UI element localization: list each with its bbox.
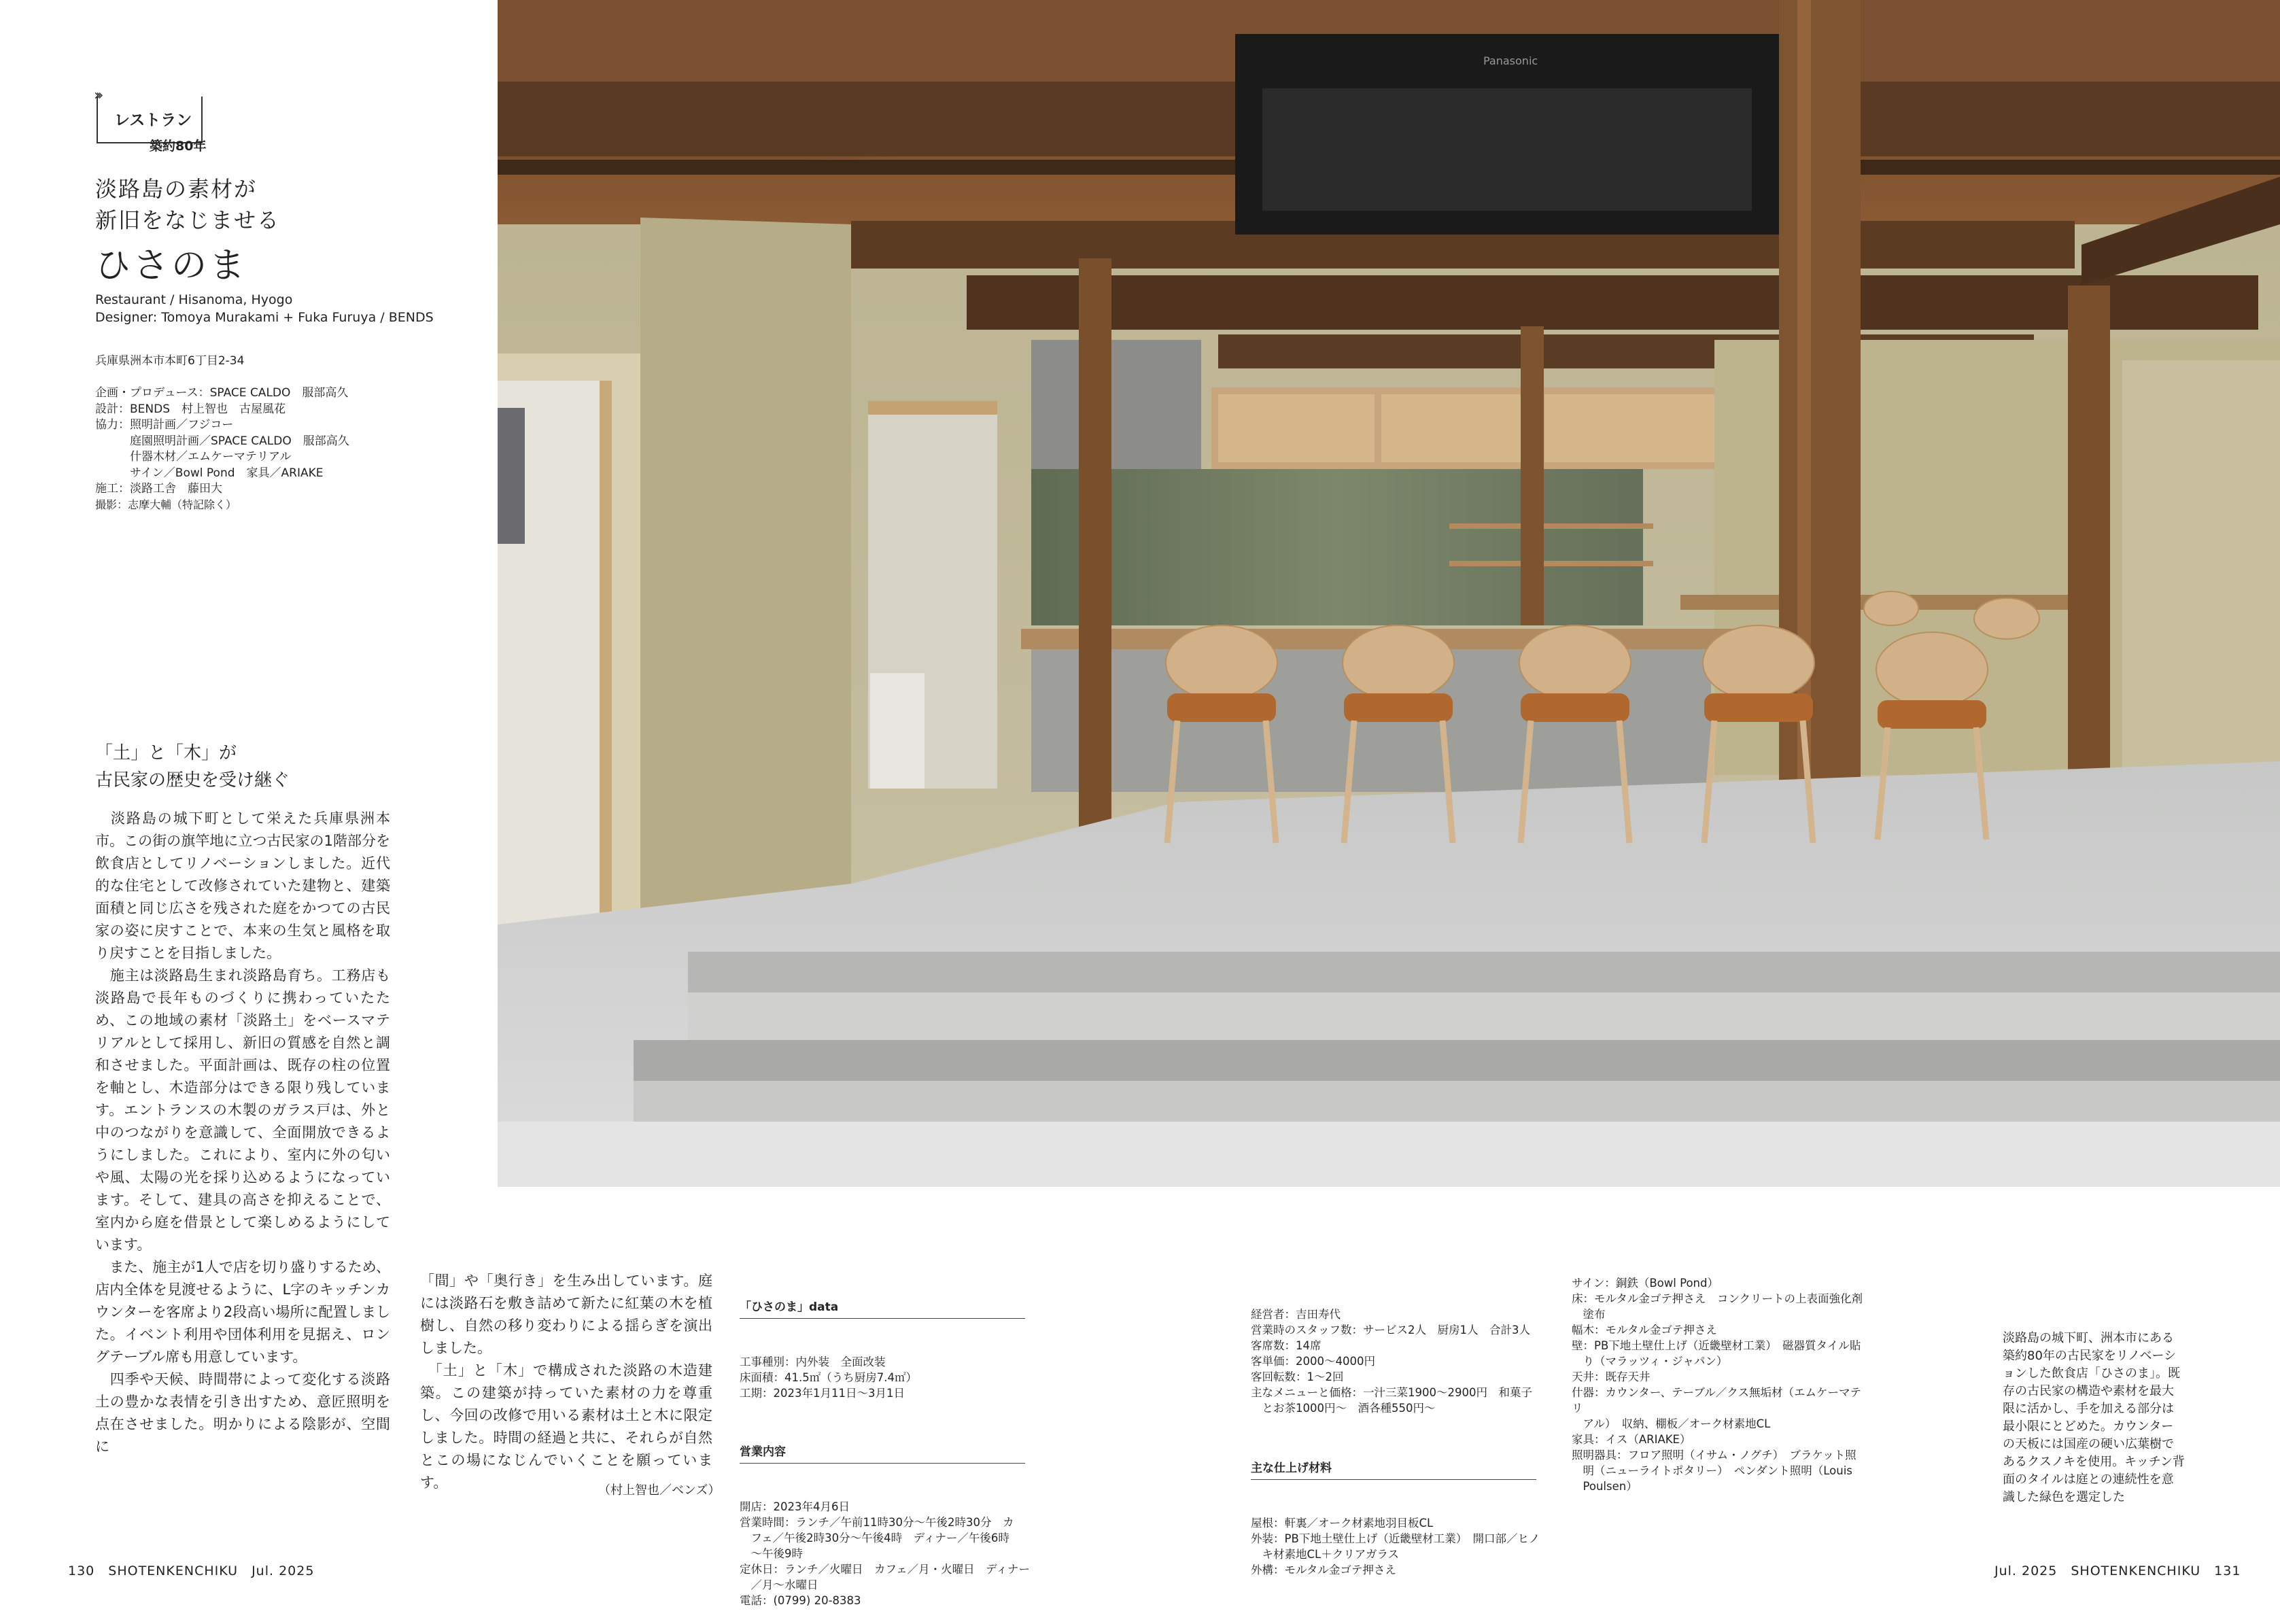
interior-photo [498,0,2280,1187]
body-column-1: 淡路島の城下町として栄えた兵庫県洲本市。この街の旗竿地に立つ古民家の1階部分を飲食店としてリノベーションしました。近代的な住宅として改修されていた建物と、建築面積と同じ広さを残された庭をかつての古民家の姿に戻すことで、本来の生気と風格を取り戻すことを目指しました。 施主は淡路島生まれ淡路島育ち。工務店も淡路島で長年ものづくりに携わっていたため、この地域の素材「淡路土」をベースマテリアルとして採用し、新旧の質感を自然と調和させました。平面計画は、既存の柱の位置を軸とし、木造部分はできる限り残しています。エントランスの木製のガラス戸は、外と中のつながりを意識して、全面開放できるようにしました。これにより、室内に外の匂いや風、太陽の光を採り込めるようになっています。そして、建具の高さを抑えることで、室内から庭を借景として楽しめるようにしています。 また、施主が1人で店を切り盛りするため、店内全体を見渡せるように、L字のキッチンカウンターを客席より2段高い場所に配置しました。イベント利用や団体利用を見据え、ロングテーブル席も用意しています。 四季や天候、時間帯によって変化する淡路土の豊かな表情を引き出すため、意匠照明を点在させました。明かりによる陰影が、空間に [95,810,390,1455]
data-heading: 「ひさのま」data [740,1300,1025,1319]
english-credit [95,291,434,326]
folio-right: Jul. 2025 SHOTENKENCHIKU 131 [1994,1563,2241,1578]
ac-brand-label: Panasonic [1483,54,1538,67]
catch-line-1: 淡路島の素材が [95,176,258,202]
building-age-label: 築約80年 [150,139,207,154]
business-block: 開店：2023年4月6日 営業時間：ランチ／午前11時30分〜午後2時30分 カ フェ／午後2時30分〜午後4時 ディナー／午後6時 〜午後9時 定休日：ランチ／火曜日 カフェ／月・火曜日 ディナー ／月〜水曜日 電話：(0799) 20-8383 [740,1500,1030,1607]
data-column-1 [740,1268,1032,1624]
finish-heading: 主な仕上げ材料 [1251,1461,1536,1480]
section-subheading [95,740,290,794]
chevron-right-icon: ››› [94,87,100,104]
catchphrase [95,173,280,236]
data-block-1: 工事種別：内外装 全面改装 床面積：41.5㎡（うち厨房7.4㎡） 工期：2023年1月11日〜3月1日 [740,1355,917,1400]
finish-block: 屋根：軒裏／オーク材素地羽目板CL 外装：PB下地土壁仕上げ（近畿壁材工業） 開口部／ヒノ キ材素地CL＋クリアガラス 外構：モルタル金ゴテ押さえ [1251,1517,1540,1576]
data-block-2: 経営者：吉田寿代 営業時のスタッフ数：サービス2人 厨房1人 合計3人 客席数：14席 客単価：2000〜4000円 客回転数：1〜2回 主なメニューと価格：一汁三菜1900〜2900円 和菓子 とお茶1000円〜 酒各種550円〜 [1251,1308,1532,1415]
interior-photo-illustration [498,0,2280,1187]
english-line-1: Restaurant / Hisanoma, Hyogo [95,292,293,307]
english-line-2: Designer: Tomoya Murakami + Fuka Furuya / BENDS [95,310,434,325]
author-signature: （村上智也／ベンズ） [598,1483,721,1498]
subhead-line-1: 「土」と「木」が [95,743,237,763]
article-title: ひさのま [95,245,248,286]
subhead-line-2: 古民家の歴史を受け継ぐ [95,770,290,791]
photo-caption: 淡路島の城下町、洲本市にある築約80年の古民家をリノベーションした飲食店「ひさのま」。既存の古民家の構造や素材を最大限に活かし、手を加える部分は最小限にとどめた。カウンターの天板には国産の硬い広葉樹であるクスノキを使用。キッチン背面のタイルは庭との連続性を意識した緑色を選定した [2003,1331,2185,1504]
project-credits: 兵庫県洲本市本町6丁目2-34 企画・プロデュース：SPACE CALDO 服部高久 設計：BENDS 村上智也 古屋風花 協力：照明計画／フジコー 庭園照明計画／SPACE CALDO 服部高久 什器木材／エムケーマテリアル サイン／Bowl Pond 家具／ARIAKE 施工：淡路工舎 藤田大 [95,354,349,496]
body-column-2: 「間」や「奥行き」を生み出しています。庭には淡路石を敷き詰めて新たに紅葉の木を植樹し、自然の移り変わりによる揺らぎを演出しました。 「土」と「木」で構成された淡路の木造建築。この建築が持っていた素材の力を尊重し、今回の改修で用いる素材は土と木に限定しました。時間の経過と共に、それらが自然とこの場になじんでいくことを願っています。 [420,1273,712,1491]
category-label: レストラン [114,111,192,129]
data-column-2 [1251,1275,1543,1593]
data-column-3: サイン：銅鉄（Bowl Pond） 床：モルタル金ゴテ押さえ コンクリートの上表面強化剤 塗布 幅木：モルタル金ゴテ押さえ 壁：PB下地土壁仕上げ（近畿壁材工業） 磁器質タイル貼 り（マラッツィ・ジャパン） 天井：既存天井 什器：カウンター、テーブル／クス無垢材（エムケーマテリ アル） 収納、棚板／オーク材素地CL 家具：イス（ARIAKE） 照明器具：フロア照明（イサム・ノグチ） ブラケット照 明（ニューライトポタリー） ペンダント照明（Louis Poulsen） [1572,1277,1863,1493]
business-heading: 営業内容 [740,1445,1025,1464]
photo-credit: 撮影：志摩大輔（特記除く） [95,498,237,511]
catch-line-2: 新旧をなじませる [95,207,281,233]
folio-left: 130 SHOTENKENCHIKU Jul. 2025 [68,1563,315,1578]
